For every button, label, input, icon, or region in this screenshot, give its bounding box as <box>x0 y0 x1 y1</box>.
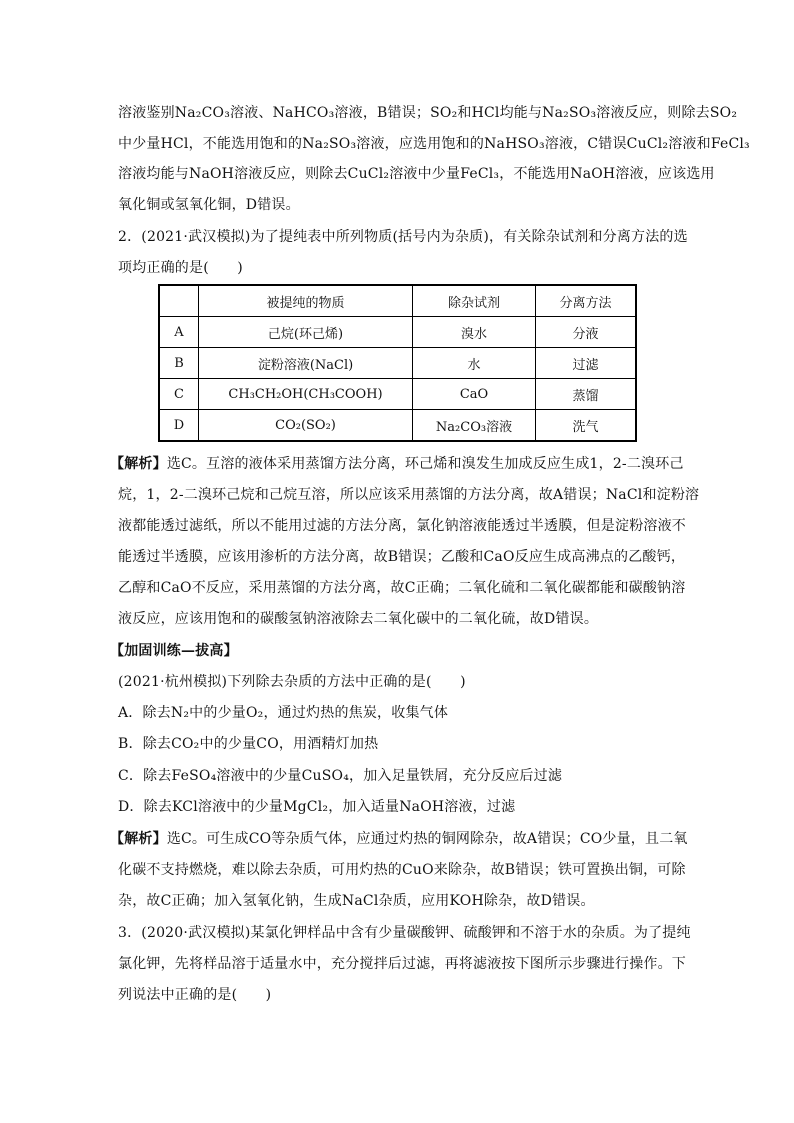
options-table <box>158 284 637 442</box>
question-3-line: 3．(2020·武汉模拟)某氯化钾样品中含有少量碳酸钾、硫酸钾和不溶于水的杂质。为了提纯 <box>118 925 691 941</box>
analysis-text: 选C。可生成CO等杂质气体，应通过灼热的铜网除杂，故A错误；CO少量，且二氧 <box>166 831 688 847</box>
option-a: A．除去N₂中的少量O₂，通过灼热的焦炭，收集气体 <box>118 705 449 721</box>
option-b: B．除去CO₂中的少量CO，用酒精灯加热 <box>118 736 379 752</box>
table-cell: B <box>159 348 199 379</box>
table-cell: CO₂(SO₂) <box>199 410 413 442</box>
table-row <box>159 379 636 410</box>
question-2-line: 项均正确的是( ) <box>118 260 243 276</box>
table-cell: 己烷(环己烯) <box>199 317 413 348</box>
table-cell: 水 <box>413 348 536 379</box>
paragraph-line: 中少量HCl，不能选用饱和的Na₂SO₃溶液，应选用饱和的NaHSO₃溶液，C错误CuCl₂溶液和FeCl₃ <box>118 136 750 152</box>
analysis-line <box>110 829 688 849</box>
analysis-line: 化碳不支持燃烧，难以除去杂质，可用灼热的CuO来除杂，故B错误；铁可置换出铜，可除 <box>118 862 686 878</box>
question-3-line: 列说法中正确的是( ) <box>118 987 272 1003</box>
table-header-row <box>159 285 636 317</box>
table-cell: CaO <box>413 379 536 410</box>
table-cell: Na₂CO₃溶液 <box>413 410 536 442</box>
analysis-line: 杂，故C正确；加入氢氧化钠，生成NaCl杂质，应用KOH除杂，故D错误。 <box>118 893 595 909</box>
table-cell: 过滤 <box>536 348 637 379</box>
table-cell: 淀粉溶液(NaCl) <box>199 348 413 379</box>
analysis-tag: 【解析】 <box>110 456 167 472</box>
analysis-line: 能透过半透膜，应该用渗析的方法分离，故B错误；乙酸和CaO反应生成高沸点的乙酸钙， <box>118 549 686 565</box>
table-cell: A <box>159 317 199 348</box>
table-header-cell: 除杂试剂 <box>413 285 536 317</box>
analysis-line: 液都能透过滤纸，所以不能用过滤的方法分离，氯化钠溶液能透过半透膜，但是淀粉溶液不 <box>118 518 686 534</box>
question-3-line: 氯化钾，先将样品溶于适量水中，充分搅拌后过滤，再将滤液按下图所示步骤进行操作。下 <box>118 956 686 972</box>
extra-question: (2021·杭州模拟)下列除去杂质的方法中正确的是( ) <box>118 674 466 690</box>
analysis-line: 液反应，应该用饱和的碳酸氢钠溶液除去二氧化碳中的二氧化硫，故D错误。 <box>118 611 599 627</box>
table-cell: 分液 <box>536 317 637 348</box>
analysis-line: 乙醇和CaO不反应，采用蒸馏的方法分离，故C正确；二氧化硫和二氧化碳都能和碳酸钠溶 <box>118 580 686 596</box>
table-cell: 洗气 <box>536 410 637 442</box>
option-c: C．除去FeSO₄溶液中的少量CuSO₄，加入足量铁屑，充分反应后过滤 <box>118 768 563 784</box>
paragraph-line: 氧化铜或氢氧化铜，D错误。 <box>118 197 300 213</box>
table-row <box>159 348 636 379</box>
table-cell: D <box>159 410 199 442</box>
table-cell: C <box>159 379 199 410</box>
option-d: D．除去KCl溶液中的少量MgCl₂，加入适量NaOH溶液，过滤 <box>118 799 516 815</box>
analysis-tag: 【解析】 <box>110 831 167 847</box>
analysis-line: 烷，1，2-二溴环己烷和己烷互溶，所以应该采用蒸馏的方法分离，故A错误；NaCl和淀粉溶 <box>118 487 700 503</box>
analysis-text: 选C。互溶的液体采用蒸馏方法分离，环己烯和溴发生加成反应生成1，2-二溴环己 <box>166 456 684 472</box>
paragraph-line: 溶液鉴别Na₂CO₃溶液、NaHCO₃溶液，B错误；SO₂和HCl均能与Na₂SO₃溶液反应，则除去SO₂ <box>118 105 738 121</box>
section-heading: 【加固训练—拔高】 <box>110 643 238 659</box>
table-header-cell: 分离方法 <box>536 285 637 317</box>
table-cell: CH₃CH₂OH(CH₃COOH) <box>199 379 413 410</box>
paragraph-line: 溶液均能与NaOH溶液反应，则除去CuCl₂溶液中少量FeCl₃，不能选用NaOH溶液，应该选用 <box>118 166 715 182</box>
analysis-line <box>110 454 684 474</box>
table-header-cell: 被提纯的物质 <box>199 285 413 317</box>
table-row <box>159 317 636 348</box>
question-2-line: 2．(2021·武汉模拟)为了提纯表中所列物质(括号内为杂质)，有关除杂试剂和分离方法的选 <box>118 229 688 245</box>
table-cell: 溴水 <box>413 317 536 348</box>
table-row <box>159 410 636 442</box>
table-header-cell <box>159 285 199 317</box>
table-cell: 蒸馏 <box>536 379 637 410</box>
